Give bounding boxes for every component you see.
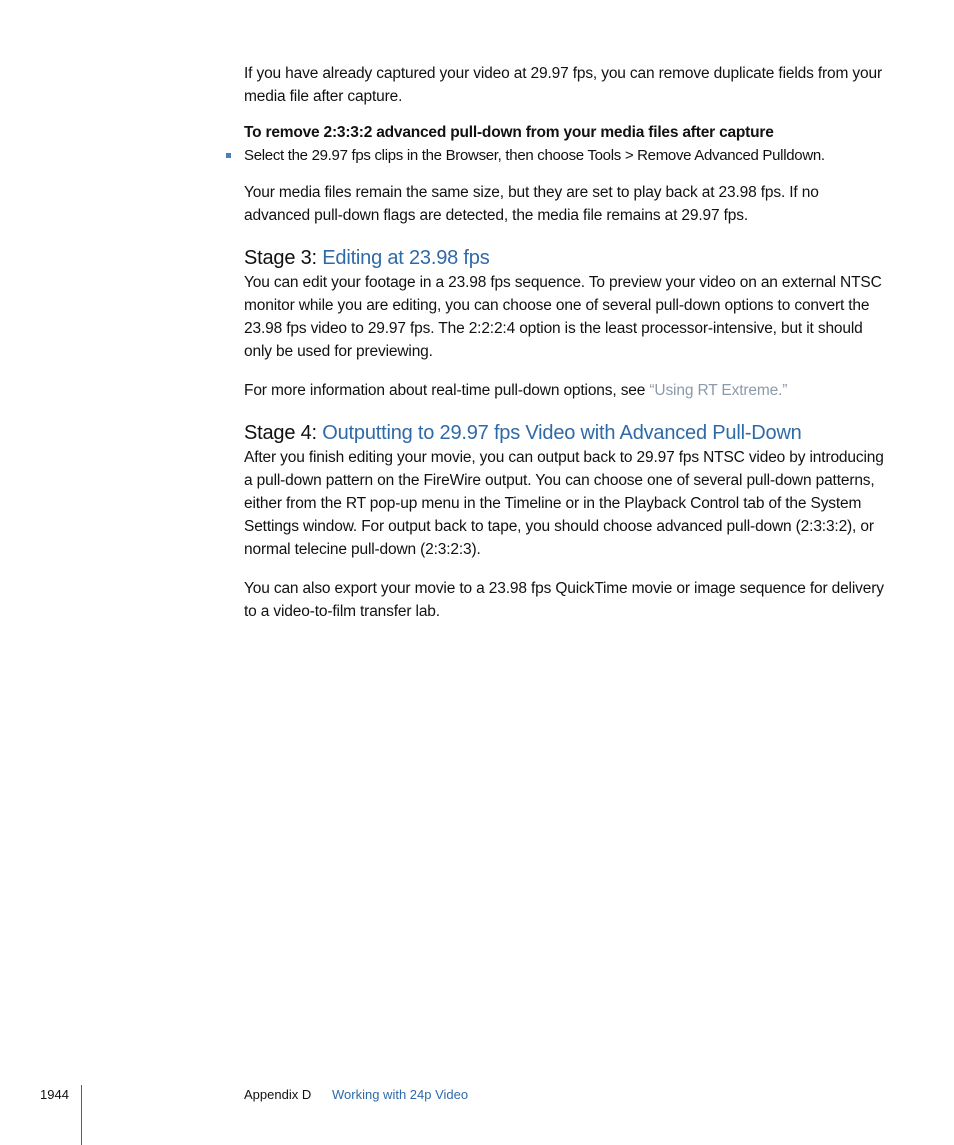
stage4-prefix: Stage 4: [244,422,323,444]
stage3-paragraph-1: You can edit your footage in a 23.98 fps sequence. To preview your video on an external NTSC monitor while you are editing, you can choose one of several pull-down options to convert the 23.98 fps video to 29.97 fps. The 2:2:2:4 option is the least processor-intensive, but it should only be used for previewing. [244,274,882,360]
stage4-paragraph-2: You can also export your movie to a 23.98 fps QuickTime movie or image sequence for delivery to a video-to-film transfer lab. [244,580,884,620]
stage4-title: Outputting to 29.97 fps Video with Advanced Pull-Down [322,422,802,444]
using-rt-extreme-link[interactable]: “Using RT Extreme.” [649,382,788,399]
page-number: 1944 [40,1087,69,1102]
stage4-heading [244,420,884,446]
stage3-paragraph-2 [244,379,884,402]
footer-appendix-label: Appendix D [244,1087,312,1102]
stage3-heading [244,245,884,271]
stage4-paragraph-1: After you finish editing your movie, you can output back to 29.97 fps NTSC video by introducing a pull-down pattern on the FireWire output. You can choose one of several pull-down patterns, either from the RT pop-up menu in the Timeline or in the Playback Control tab of the System Settings window. For output back to tape, you should choose advanced pull-down (2:3:3:2), or normal telecine pull-down (2:3:2:3). [244,449,884,558]
stage3-paragraph-2-text: For more information about real-time pull-down options, see [244,382,650,399]
bullet-item [244,144,884,167]
intro-paragraph: If you have already captured your video at 29.97 fps, you can remove duplicate fields from your media file after capture. [244,65,882,105]
result-paragraph: Your media files remain the same size, but they are set to play back at 23.98 fps. If no advanced pull-down flags are detected, the media file remains at 29.97 fps. [244,184,819,224]
stage3-title: Editing at 23.98 fps [322,247,490,269]
bullet-text: Select the 29.97 fps clips in the Browser, then choose Tools > Remove Advanced Pulldown. [244,147,825,164]
bullet-square-icon [226,153,231,158]
stage3-prefix: Stage 3: [244,247,323,269]
page-content [244,62,884,623]
procedure-heading: To remove 2:3:3:2 advanced pull-down from your media files after capture [244,124,774,141]
footer-divider [81,1085,82,1145]
footer-chapter-link[interactable]: Working with 24p Video [332,1087,469,1102]
